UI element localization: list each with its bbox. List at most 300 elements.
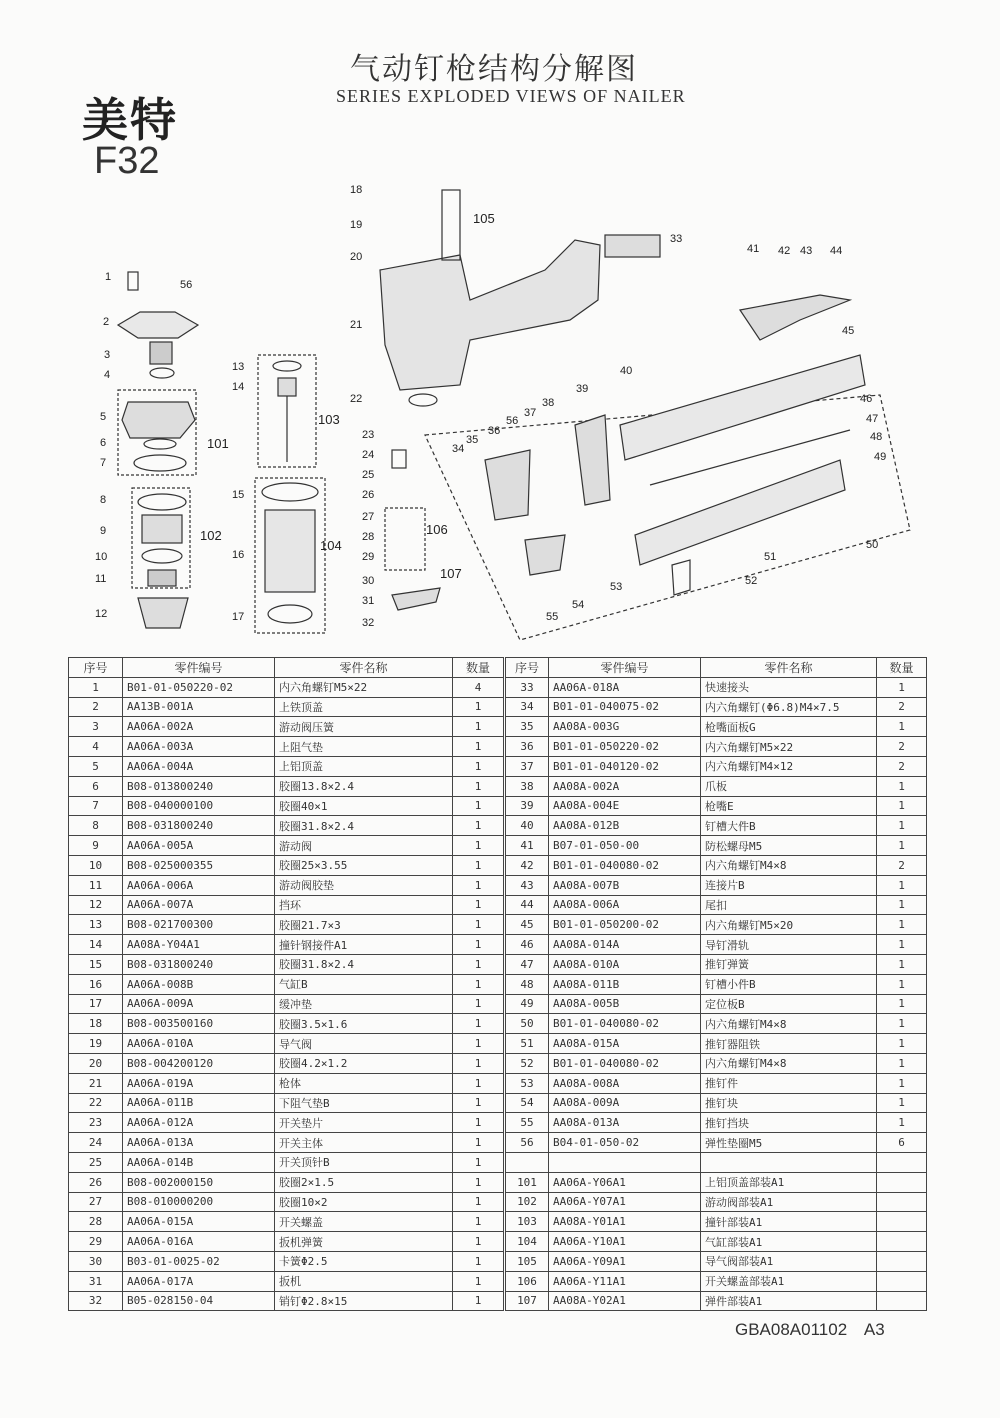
cell-no: 30 xyxy=(69,1251,123,1271)
callout-40: 40 xyxy=(620,365,633,377)
table-row xyxy=(69,697,927,717)
cell-part-name-2: 钉槽大件B xyxy=(701,816,877,836)
cell-qty-2: 2 xyxy=(877,855,927,875)
cell-no-2: 38 xyxy=(505,776,549,796)
cell-part-name: 下阻气垫B xyxy=(275,1093,453,1113)
part-oring-13 xyxy=(273,361,301,371)
table-row xyxy=(69,1133,927,1153)
cell-no-2: 48 xyxy=(505,974,549,994)
cell-part-name: 胶圈21.7×3 xyxy=(275,915,453,935)
cell-part-name-2: 爪板 xyxy=(701,776,877,796)
callout-51: 51 xyxy=(764,551,777,563)
cell-no-2 xyxy=(505,1152,549,1172)
table-row xyxy=(69,836,927,856)
cell-no: 1 xyxy=(69,677,123,697)
cell-part-number-2: AA06A-Y09A1 xyxy=(549,1251,701,1271)
cell-no: 7 xyxy=(69,796,123,816)
cell-no: 15 xyxy=(69,954,123,974)
cell-part-number-2: AA06A-Y06A1 xyxy=(549,1172,701,1192)
callout-18: 18 xyxy=(350,184,363,196)
cell-no-2: 105 xyxy=(505,1251,549,1271)
callout-33: 33 xyxy=(670,233,683,245)
cell-no: 32 xyxy=(69,1291,123,1311)
cell-part-name-2: 内六角螺钉M4×12 xyxy=(701,756,877,776)
cell-qty-2 xyxy=(877,1152,927,1172)
cell-no: 22 xyxy=(69,1093,123,1113)
cell-qty: 1 xyxy=(453,935,505,955)
callout-32: 32 xyxy=(362,617,375,629)
cell-no-2: 104 xyxy=(505,1232,549,1252)
cell-qty-2 xyxy=(877,1212,927,1232)
table-row xyxy=(69,756,927,776)
callout-26: 26 xyxy=(362,489,375,501)
callout-36: 36 xyxy=(488,425,501,437)
cell-qty: 1 xyxy=(453,1073,505,1093)
cell-part-number: AA06A-005A xyxy=(123,836,275,856)
part-oring-7 xyxy=(134,455,186,471)
cell-part-number: B08-004200120 xyxy=(123,1053,275,1073)
cell-part-name: 上铝顶盖 xyxy=(275,756,453,776)
callout-14: 14 xyxy=(232,381,245,393)
cell-no-2: 37 xyxy=(505,756,549,776)
cell-part-name-2: 推钉件 xyxy=(701,1073,877,1093)
table-row xyxy=(69,974,927,994)
cell-qty: 1 xyxy=(453,697,505,717)
cell-qty: 1 xyxy=(453,1093,505,1113)
cell-qty: 1 xyxy=(453,1232,505,1252)
callout-56: 56 xyxy=(180,279,193,291)
cell-qty: 1 xyxy=(453,816,505,836)
cell-part-name: 气缸B xyxy=(275,974,453,994)
cell-part-number-2: AA06A-Y07A1 xyxy=(549,1192,701,1212)
callout-46: 46 xyxy=(860,393,873,405)
table-row xyxy=(69,875,927,895)
table-row xyxy=(69,737,927,757)
cell-qty-2: 1 xyxy=(877,915,927,935)
callout-8: 8 xyxy=(100,494,107,506)
part-seal-4 xyxy=(150,368,174,378)
cell-qty-2: 1 xyxy=(877,1014,927,1034)
table-row xyxy=(69,1014,927,1034)
cell-qty: 1 xyxy=(453,1251,505,1271)
callout-2: 2 xyxy=(103,316,110,328)
table-row xyxy=(69,1251,927,1271)
callout-37: 37 xyxy=(524,407,537,419)
part-aluminum-cap-5 xyxy=(122,402,195,438)
cell-part-name-2: 枪嘴面板G xyxy=(701,717,877,737)
cell-qty: 1 xyxy=(453,1053,505,1073)
cell-part-name: 胶圈40×1 xyxy=(275,796,453,816)
cell-part-number-2: AA08A-014A xyxy=(549,935,701,955)
cell-no: 2 xyxy=(69,697,123,717)
header-qty: 数量 xyxy=(453,658,505,678)
cell-part-name: 胶圈10×2 xyxy=(275,1192,453,1212)
cell-part-number: B08-021700300 xyxy=(123,915,275,935)
cell-no: 11 xyxy=(69,875,123,895)
cell-part-number-2: AA08A-012B xyxy=(549,816,701,836)
cell-no-2: 45 xyxy=(505,915,549,935)
cell-part-number-2: AA08A-015A xyxy=(549,1034,701,1054)
callout-53: 53 xyxy=(610,581,623,593)
cell-part-name: 缓冲垫 xyxy=(275,994,453,1014)
part-oring-6 xyxy=(144,439,176,449)
cell-part-name-2: 导气阀部装A1 xyxy=(701,1251,877,1271)
cell-qty-2: 1 xyxy=(877,974,927,994)
callout-17: 17 xyxy=(232,611,245,623)
cell-part-name-2: 开关螺盖部装A1 xyxy=(701,1271,877,1291)
part-oring-10 xyxy=(142,549,182,563)
cell-qty-2: 1 xyxy=(877,717,927,737)
cell-part-name: 开关主体 xyxy=(275,1133,453,1153)
cell-qty: 1 xyxy=(453,1291,505,1311)
cell-qty-2: 1 xyxy=(877,796,927,816)
callout-107-label: 107 xyxy=(440,566,462,581)
callout-27: 27 xyxy=(362,511,375,523)
table-row xyxy=(69,816,927,836)
table-row xyxy=(69,1291,927,1311)
cell-no-2: 44 xyxy=(505,895,549,915)
paper-size: A3 xyxy=(863,1320,885,1339)
cell-no-2: 35 xyxy=(505,717,549,737)
cell-qty-2: 1 xyxy=(877,875,927,895)
cell-part-number-2: AA08A-Y01A1 xyxy=(549,1212,701,1232)
cell-part-name: 胶圈13.8×2.4 xyxy=(275,776,453,796)
cell-part-number: AA06A-006A xyxy=(123,875,275,895)
cell-no-2: 107 xyxy=(505,1291,549,1311)
cell-part-name-2: 导钉滑轨 xyxy=(701,935,877,955)
cell-no: 8 xyxy=(69,816,123,836)
header-no: 序号 xyxy=(69,658,123,678)
cell-qty-2: 2 xyxy=(877,756,927,776)
cell-part-number-2: AA08A-004E xyxy=(549,796,701,816)
cell-no: 14 xyxy=(69,935,123,955)
table-row xyxy=(69,1053,927,1073)
cell-part-number: B08-040000100 xyxy=(123,796,275,816)
cell-part-name: 扳机弹簧 xyxy=(275,1232,453,1252)
cell-part-name-2: 气缸部装A1 xyxy=(701,1232,877,1252)
table-row xyxy=(69,677,927,697)
table-row xyxy=(69,935,927,955)
callout-38: 38 xyxy=(542,397,555,409)
cell-no: 4 xyxy=(69,737,123,757)
part-valve-9 xyxy=(142,515,182,543)
callout-11: 11 xyxy=(95,573,107,585)
cell-part-number-2: AA08A-003G xyxy=(549,717,701,737)
cell-qty-2: 1 xyxy=(877,836,927,856)
part-driver-14 xyxy=(278,378,296,396)
parts-table-body xyxy=(69,677,927,1311)
cell-qty: 1 xyxy=(453,1192,505,1212)
cell-part-name: 挡环 xyxy=(275,895,453,915)
cell-part-number: AA06A-007A xyxy=(123,895,275,915)
cell-qty: 1 xyxy=(453,1113,505,1133)
callout-48: 48 xyxy=(870,431,883,443)
cell-part-number: AA06A-013A xyxy=(123,1133,275,1153)
cell-no: 9 xyxy=(69,836,123,856)
cell-no-2: 102 xyxy=(505,1192,549,1212)
table-row xyxy=(69,1271,927,1291)
cell-no: 26 xyxy=(69,1172,123,1192)
cell-qty: 1 xyxy=(453,776,505,796)
cell-part-number-2: AA08A-010A xyxy=(549,954,701,974)
cell-no-2: 101 xyxy=(505,1172,549,1192)
cell-no-2: 34 xyxy=(505,697,549,717)
cell-qty-2 xyxy=(877,1232,927,1252)
cell-qty: 1 xyxy=(453,875,505,895)
cell-part-number: AA06A-012A xyxy=(123,1113,275,1133)
cell-part-number-2: B01-01-040075-02 xyxy=(549,697,701,717)
cell-part-name-2: 定位板B xyxy=(701,994,877,1014)
cell-part-number: AA06A-002A xyxy=(123,717,275,737)
cell-part-name: 胶圈25×3.55 xyxy=(275,855,453,875)
cell-qty-2: 1 xyxy=(877,935,927,955)
cell-no: 27 xyxy=(69,1192,123,1212)
table-row xyxy=(69,1192,927,1212)
cell-no: 5 xyxy=(69,756,123,776)
cell-no-2: 46 xyxy=(505,935,549,955)
cell-qty-2: 2 xyxy=(877,697,927,717)
page-title-english: SERIES EXPLODED VIEWS OF NAILER xyxy=(336,86,686,106)
cell-no-2: 47 xyxy=(505,954,549,974)
callout-43: 43 xyxy=(800,245,813,257)
cell-no-2: 106 xyxy=(505,1271,549,1291)
cell-no-2: 53 xyxy=(505,1073,549,1093)
cell-no-2: 43 xyxy=(505,875,549,895)
cell-no: 31 xyxy=(69,1271,123,1291)
part-ring-12 xyxy=(138,598,188,628)
cell-qty: 1 xyxy=(453,954,505,974)
cell-part-number-2: AA08A-Y02A1 xyxy=(549,1291,701,1311)
cell-part-number-2: B01-01-050220-02 xyxy=(549,737,701,757)
callout-34: 34 xyxy=(452,443,465,455)
cell-no-2: 56 xyxy=(505,1133,549,1153)
cell-part-number-2: B01-01-040080-02 xyxy=(549,855,701,875)
callout-29: 29 xyxy=(362,551,375,563)
cell-part-number-2: AA08A-006A xyxy=(549,895,701,915)
cell-no-2: 36 xyxy=(505,737,549,757)
callout-35: 35 xyxy=(466,434,479,446)
cell-qty-2: 1 xyxy=(877,1034,927,1054)
cell-no-2: 41 xyxy=(505,836,549,856)
cell-part-number: AA06A-009A xyxy=(123,994,275,1014)
callout-41: 41 xyxy=(747,243,760,255)
cell-part-number: AA06A-014B xyxy=(123,1152,275,1172)
cell-no: 20 xyxy=(69,1053,123,1073)
brand-name: 美特 xyxy=(82,93,178,147)
part-rail-48 xyxy=(635,460,845,565)
cell-part-number-2: AA08A-011B xyxy=(549,974,701,994)
cell-part-number-2: B07-01-050-00 xyxy=(549,836,701,856)
parts-list-table xyxy=(68,657,927,1311)
cell-part-name-2 xyxy=(701,1152,877,1172)
cell-qty-2: 1 xyxy=(877,776,927,796)
cell-part-number-2: AA06A-Y10A1 xyxy=(549,1232,701,1252)
cell-part-number-2: AA08A-007B xyxy=(549,875,701,895)
part-screw-1 xyxy=(128,272,138,290)
cell-part-number: AA06A-003A xyxy=(123,737,275,757)
cell-part-name: 扳机 xyxy=(275,1271,453,1291)
header-part-number-2: 零件编号 xyxy=(549,658,701,678)
cell-no: 21 xyxy=(69,1073,123,1093)
cell-qty-2 xyxy=(877,1251,927,1271)
cell-qty: 1 xyxy=(453,855,505,875)
callout-22: 22 xyxy=(350,393,363,405)
callout-102-label: 102 xyxy=(200,528,222,543)
cell-qty-2 xyxy=(877,1271,927,1291)
part-nose-39 xyxy=(575,415,610,505)
cell-no-2: 54 xyxy=(505,1093,549,1113)
callout-55: 55 xyxy=(546,611,559,623)
cell-part-name: 上阻气垫 xyxy=(275,737,453,757)
part-pad-22 xyxy=(409,394,437,406)
cell-part-name-2: 连接片B xyxy=(701,875,877,895)
cell-part-name: 胶圈3.5×1.6 xyxy=(275,1014,453,1034)
cell-no: 23 xyxy=(69,1113,123,1133)
cell-part-number: AA06A-016A xyxy=(123,1232,275,1252)
cell-qty-2 xyxy=(877,1192,927,1212)
callout-54: 54 xyxy=(572,599,585,611)
cell-qty-2: 6 xyxy=(877,1133,927,1153)
cell-qty-2: 1 xyxy=(877,816,927,836)
callout-21: 21 xyxy=(350,319,363,331)
callout-103-label: 103 xyxy=(318,412,340,427)
callout-45: 45 xyxy=(842,325,855,337)
table-row xyxy=(69,855,927,875)
cell-no: 29 xyxy=(69,1232,123,1252)
cell-qty-2: 2 xyxy=(877,737,927,757)
part-top-cap-2 xyxy=(118,312,198,338)
cell-no-2: 55 xyxy=(505,1113,549,1133)
cell-part-number: B08-025000355 xyxy=(123,855,275,875)
cell-part-name-2: 内六角螺钉(Φ6.8)M4×7.5 xyxy=(701,697,877,717)
cell-qty-2: 1 xyxy=(877,1113,927,1133)
part-bumper-17 xyxy=(268,605,312,623)
cell-part-name-2: 尾扣 xyxy=(701,895,877,915)
cell-part-number-2: B04-01-050-02 xyxy=(549,1133,701,1153)
cell-part-name-2: 弹性垫圈M5 xyxy=(701,1133,877,1153)
cell-no: 6 xyxy=(69,776,123,796)
table-row xyxy=(69,1113,927,1133)
cell-qty: 1 xyxy=(453,1133,505,1153)
part-valve-pad-11 xyxy=(148,570,176,586)
callout-101-label: 101 xyxy=(207,436,229,451)
cell-qty-2: 1 xyxy=(877,1053,927,1073)
callout-20: 20 xyxy=(350,251,363,263)
callout-47: 47 xyxy=(866,413,879,425)
callout-105-label: 105 xyxy=(473,211,495,226)
callout-5: 5 xyxy=(100,411,107,423)
cell-qty: 1 xyxy=(453,974,505,994)
cell-qty: 1 xyxy=(453,915,505,935)
cell-part-name-2: 撞针部装A1 xyxy=(701,1212,877,1232)
cell-part-name: 卡簧Φ2.5 xyxy=(275,1251,453,1271)
cell-no-2: 39 xyxy=(505,796,549,816)
table-row xyxy=(69,1073,927,1093)
cell-no: 17 xyxy=(69,994,123,1014)
callout-13: 13 xyxy=(232,361,245,373)
cell-qty: 1 xyxy=(453,895,505,915)
cell-part-name: 胶圈4.2×1.2 xyxy=(275,1053,453,1073)
cell-qty-2: 1 xyxy=(877,677,927,697)
callout-15: 15 xyxy=(232,489,245,501)
cell-no: 3 xyxy=(69,717,123,737)
callout-7: 7 xyxy=(100,457,107,469)
cell-no-2: 51 xyxy=(505,1034,549,1054)
callout-1: 1 xyxy=(105,271,112,283)
part-fitting-33 xyxy=(605,235,660,257)
cell-part-name-2: 上铝顶盖部装A1 xyxy=(701,1172,877,1192)
part-pusher-54 xyxy=(525,535,565,575)
table-row xyxy=(69,1093,927,1113)
cell-part-name: 胶圈31.8×2.4 xyxy=(275,954,453,974)
cell-part-name-2: 内六角螺钉M5×22 xyxy=(701,737,877,757)
cell-part-name: 游动阀 xyxy=(275,836,453,856)
callout-49: 49 xyxy=(874,451,887,463)
cell-part-name: 游动阀压簧 xyxy=(275,717,453,737)
callout-50: 50 xyxy=(866,539,879,551)
table-row xyxy=(69,954,927,974)
cell-part-number: B01-01-050220-02 xyxy=(123,677,275,697)
cell-part-name: 游动阀胶垫 xyxy=(275,875,453,895)
header-qty-2: 数量 xyxy=(877,658,927,678)
cell-no-2: 103 xyxy=(505,1212,549,1232)
cell-qty: 1 xyxy=(453,1014,505,1034)
cell-qty: 1 xyxy=(453,836,505,856)
part-oring-15 xyxy=(262,483,318,501)
part-stopper-51 xyxy=(672,560,690,595)
cell-part-name-2: 推钉块 xyxy=(701,1093,877,1113)
callout-106-label: 106 xyxy=(426,522,448,537)
callout-39: 39 xyxy=(576,383,589,395)
cell-part-name-2: 游动阀部装A1 xyxy=(701,1192,877,1212)
cell-qty: 1 xyxy=(453,796,505,816)
cell-part-number: B05-028150-04 xyxy=(123,1291,275,1311)
cell-part-name-2: 推钉器阻铁 xyxy=(701,1034,877,1054)
cell-part-name-2: 枪嘴E xyxy=(701,796,877,816)
table-header-row xyxy=(69,658,927,678)
cell-part-number-2: B01-01-040080-02 xyxy=(549,1053,701,1073)
cell-qty: 1 xyxy=(453,1034,505,1054)
part-magazine-40 xyxy=(620,355,865,460)
table-row xyxy=(69,1212,927,1232)
table-row xyxy=(69,717,927,737)
document-code xyxy=(735,1320,885,1340)
callout-25: 25 xyxy=(362,469,375,481)
callout-44: 44 xyxy=(830,245,843,257)
cell-qty-2: 1 xyxy=(877,954,927,974)
header-part-name: 零件名称 xyxy=(275,658,453,678)
cell-part-number: B08-013800240 xyxy=(123,776,275,796)
cell-no-2: 49 xyxy=(505,994,549,1014)
cell-qty-2 xyxy=(877,1291,927,1311)
cell-no: 16 xyxy=(69,974,123,994)
callout-31: 31 xyxy=(362,595,375,607)
cell-part-number: AA06A-015A xyxy=(123,1212,275,1232)
table-row xyxy=(69,776,927,796)
cell-part-name-2: 内六角螺钉M5×20 xyxy=(701,915,877,935)
callout-104-label: 104 xyxy=(320,538,342,553)
cell-qty-2 xyxy=(877,1172,927,1192)
cell-part-name: 胶圈31.8×2.4 xyxy=(275,816,453,836)
model-number: F32 xyxy=(94,140,160,182)
table-row xyxy=(69,796,927,816)
table-row xyxy=(69,915,927,935)
cell-no-2: 33 xyxy=(505,677,549,697)
part-switch-body-24 xyxy=(392,450,406,468)
cell-part-number-2: B01-01-050200-02 xyxy=(549,915,701,935)
cell-qty: 1 xyxy=(453,1172,505,1192)
cell-part-number: AA06A-010A xyxy=(123,1034,275,1054)
